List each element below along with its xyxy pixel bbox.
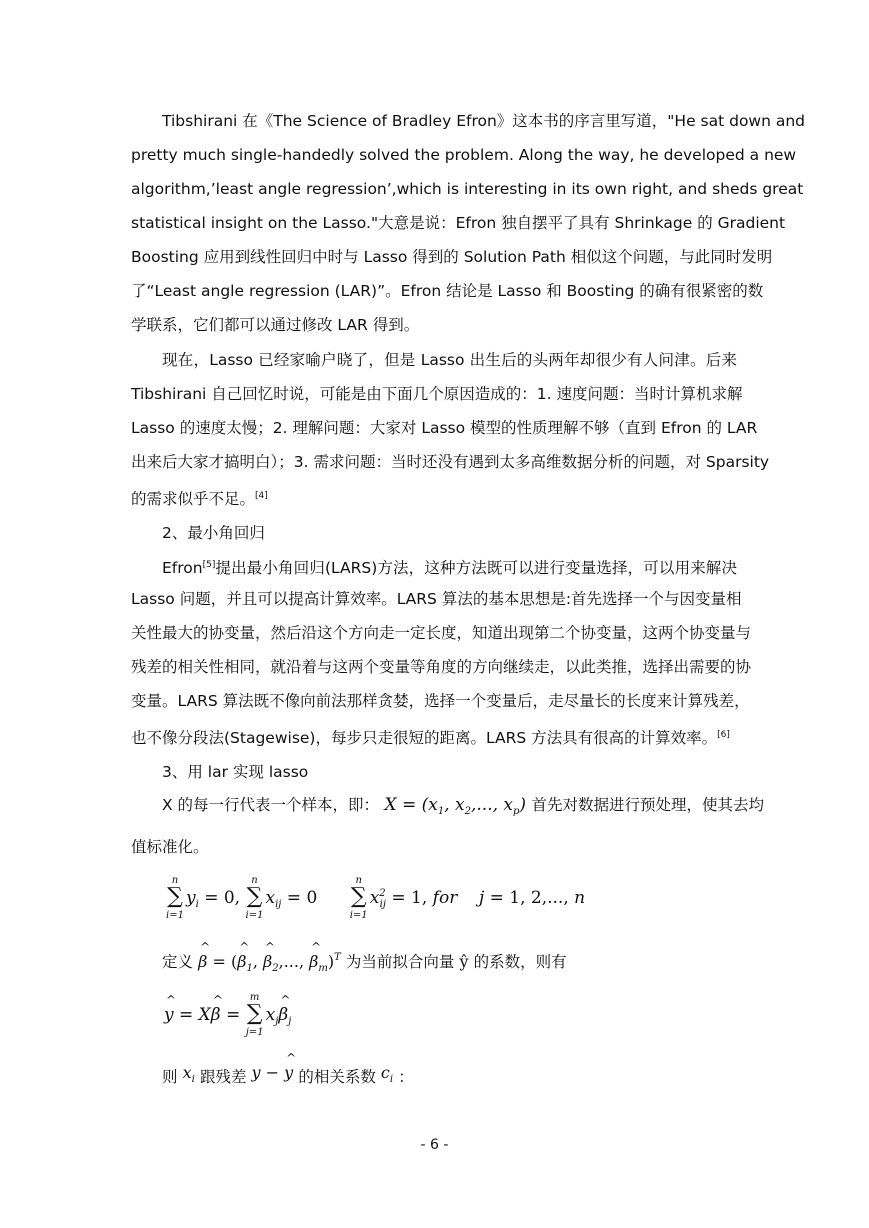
text-line: algorithm,’least angle regression’,which is interesting in its own right, and sheds great — [131, 180, 804, 198]
text-line: 关性最大的协变量，然后沿这个方向走一定长度，知道出现第二个协变量，这两个协变量与 — [131, 624, 752, 642]
beta-definition-line — [162, 950, 567, 974]
text-segment: 则 — [162, 1068, 178, 1086]
text-line: Tibshirani 自己回忆时说，可能是由下面几个原因造成的：1. 速度问题：当时计算机求解 — [131, 385, 743, 403]
paragraph-lasso-history — [131, 343, 770, 513]
text-line — [131, 548, 737, 582]
text-line: 变量。LARS 算法既不像向前法那样贪婪，选择一个变量后，走尽量长的长度来计算残差， — [131, 692, 750, 710]
section-heading: 2、最小角回归 — [162, 524, 265, 542]
text-line: Boosting 应用到线性回归中时与 Lasso 得到的 Solution Path 相似这个问题，与此同时发明 — [131, 248, 773, 266]
text-line — [131, 718, 737, 752]
sum-symbol: m ∑ j=1 — [245, 992, 264, 1038]
section-heading: 3、用 lar 实现 lasso — [162, 763, 309, 781]
text-segment: Efron — [162, 559, 203, 577]
text-line: 残差的相关性相同，就沿着与这两个变量等角度的方向继续走，以此类推，选择出需要的协 — [131, 658, 752, 676]
text-segment: X 的每一行代表一个样本，即： — [162, 796, 380, 814]
text-line: 值标准化。 — [131, 838, 209, 856]
text-line-content: 也不像分段法(Stagewise)，每步只走很短的距离。LARS 方法具有很高的计算效率。 — [131, 729, 718, 747]
text-segment: 的相关系数 — [298, 1068, 376, 1086]
text-line: statistical insight on the Lasso."大意是说：Efron 独自摆平了具有 Shrinkage 的 Gradient — [131, 214, 786, 232]
sum-symbol: n ∑ i=1 — [349, 875, 368, 921]
c-i-symbol: $c_i$ — [380, 1063, 394, 1085]
text-segment: 首先对数据进行预处理，使其去均 — [531, 796, 764, 814]
citation-ref: [4] — [255, 491, 268, 501]
text-line: 出来后大家才搞明白）；3. 需求问题：当时还没有遇到太多高维数据分析的问题，对 Sparsity — [131, 453, 770, 471]
y-hat-symbol: ŷ — [459, 952, 469, 971]
correlation-line — [162, 1063, 414, 1087]
citation-ref: [5] — [202, 560, 216, 570]
text-line: 了“Least angle regression (LAR)”。Efron 结论是 Lasso 和 Boosting 的确有很紧密的数 — [131, 282, 764, 300]
sum-symbol: n ∑ i=1 — [166, 875, 184, 921]
text-line: pretty much single-handedly solved the problem. Along the way, he developed a new — [131, 146, 797, 164]
paragraph-tibshirani-quote — [131, 104, 806, 342]
text-segment: 提出最小角回归(LARS)方法，这种方法既可以进行变量选择，可以用来解决 — [215, 559, 737, 577]
text-line: 现在，Lasso 已经家喻户晓了，但是 Lasso 出生后的头两年却很少有人问津。后来 — [162, 351, 737, 369]
paragraph-sample-definition — [131, 788, 764, 864]
text-segment: 的系数，则有 — [473, 953, 567, 971]
paragraph-lars — [131, 548, 752, 752]
text-segment: 为当前拟合向量 — [345, 953, 455, 971]
text-line: Lasso 的速度太慢；2. 理解问题：大家对 Lasso 模型的性质理解不够（直到 Efron 的 LAR — [131, 419, 758, 437]
text-segment: 跟残差 — [199, 1068, 247, 1086]
citation-ref: [6] — [717, 730, 730, 740]
text-segment: ： — [398, 1068, 414, 1086]
text-segment: 定义 — [162, 953, 194, 971]
beta-hat-formula: ^ β = (^ $\beta_1$, ^ $\beta_2$,..., ^ $\beta_m)^T$ — [198, 952, 341, 971]
x-i-symbol: $x_i$ — [182, 1063, 195, 1085]
residual-formula: y − ^ y — [252, 1063, 294, 1082]
sum-symbol: n ∑ i=1 — [245, 875, 264, 921]
text-line: Lasso 问题，并且可以提高计算效率。LARS 算法的基本思想是:首先选择一个与因变量相 — [131, 590, 742, 608]
text-line: 学联系，它们都可以通过修改 LAR 得到。 — [131, 316, 420, 334]
sample-vector-formula: $X = (x_1$, $x_2$,..., $x_p$) — [379, 795, 532, 817]
fitted-vector-equation: ^ y = X^ β = m ∑ j=1 $x_j\^{}$ $\beta_j$ — [164, 1003, 291, 1027]
text-line — [131, 788, 764, 822]
text-line — [131, 479, 737, 513]
standardization-equation: n ∑ i=1 $y_i = 0$, n ∑ i=1 $x_{ij} = 0$ n ∑ i=1 $x^2_{ij} = 1$, for j = 1, 2,..., n — [166, 875, 586, 921]
text-line-content: 的需求似乎不足。 — [131, 490, 256, 508]
page-number: - 6 - — [420, 1137, 449, 1153]
text-line: Tibshirani 在《The Science of Bradley Efron》这本书的序言里写道，"He sat down and — [162, 112, 806, 130]
